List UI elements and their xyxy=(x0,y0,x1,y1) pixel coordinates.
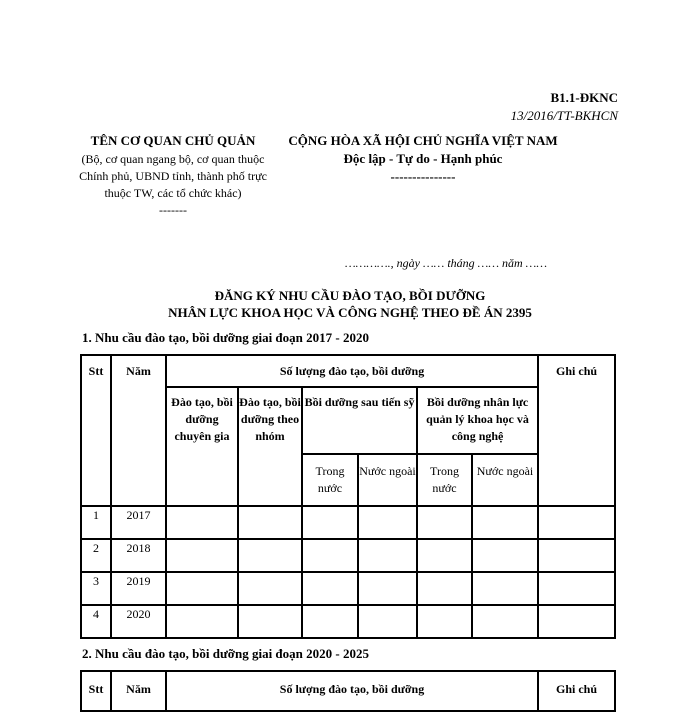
cell[interactable] xyxy=(417,539,472,572)
row-stt: 2 xyxy=(81,539,111,572)
cell[interactable] xyxy=(302,506,358,539)
demand-table-2017-2020 xyxy=(80,354,616,639)
section-2-heading: 2. Nhu cầu đào tạo, bồi dưỡng giai đoạn 2020 - 2025 xyxy=(82,646,369,661)
table-row xyxy=(81,605,615,638)
cell[interactable] xyxy=(166,506,238,539)
header-year: Năm xyxy=(111,671,166,711)
title-line-2: NHÂN LỰC KHOA HỌC VÀ CÔNG NGHỆ THEO ĐỀ ÁN 2395 xyxy=(168,305,532,320)
cell[interactable] xyxy=(238,506,302,539)
row-year: 2020 xyxy=(111,605,166,638)
cell[interactable] xyxy=(538,572,615,605)
cell[interactable] xyxy=(358,605,417,638)
header-note: Ghi chú xyxy=(538,671,615,711)
agency-divider: ------- xyxy=(159,203,187,217)
row-stt: 3 xyxy=(81,572,111,605)
cell[interactable] xyxy=(238,572,302,605)
cell[interactable] xyxy=(302,539,358,572)
cell[interactable] xyxy=(472,572,538,605)
cell[interactable] xyxy=(358,506,417,539)
cell[interactable] xyxy=(538,539,615,572)
cell[interactable] xyxy=(538,605,615,638)
cell[interactable] xyxy=(472,539,538,572)
cell[interactable] xyxy=(472,605,538,638)
header-quantity: Số lượng đào tạo, bồi dưỡng xyxy=(166,355,538,387)
motto-divider: --------------- xyxy=(390,169,456,184)
demand-table-2020-2025 xyxy=(80,670,616,712)
header-expert-training: Đào tạo, bồi dưỡng chuyên gia xyxy=(166,387,238,506)
republic-title: CỘNG HÒA XÃ HỘI CHỦ NGHĨA VIỆT NAM xyxy=(288,133,558,148)
cell[interactable] xyxy=(166,539,238,572)
table-row xyxy=(81,506,615,539)
cell[interactable] xyxy=(358,572,417,605)
document-title xyxy=(100,287,600,321)
cell[interactable] xyxy=(358,539,417,572)
table-row xyxy=(81,572,615,605)
date-line: …………., ngày …… tháng …… năm …… xyxy=(345,256,548,270)
header-postdoc-abroad: Nước ngoài xyxy=(358,454,417,506)
header-manager-abroad: Nước ngoài xyxy=(472,454,538,506)
cell[interactable] xyxy=(472,506,538,539)
header-stt: Stt xyxy=(81,355,111,506)
cell[interactable] xyxy=(302,605,358,638)
header-manager-domestic: Trong nước xyxy=(417,454,472,506)
cell[interactable] xyxy=(538,506,615,539)
header-stt: Stt xyxy=(81,671,111,711)
circular-number: 13/2016/TT-BKHCN xyxy=(510,108,618,123)
header-group-training: Đào tạo, bồi dưỡng theo nhóm xyxy=(238,387,302,506)
header-postdoc-domestic: Trong nước xyxy=(302,454,358,506)
row-stt: 4 xyxy=(81,605,111,638)
header-manager-training: Bồi dưỡng nhân lực quản lý khoa học và công nghệ xyxy=(417,387,538,454)
cell[interactable] xyxy=(166,605,238,638)
title-line-1: ĐĂNG KÝ NHU CẦU ĐÀO TẠO, BỒI DƯỠNG xyxy=(214,288,486,303)
agency-title: TÊN CƠ QUAN CHỦ QUẢN xyxy=(90,133,256,148)
national-header xyxy=(278,132,568,186)
agency-block xyxy=(78,132,268,219)
cell[interactable] xyxy=(302,572,358,605)
header-note: Ghi chú xyxy=(538,355,615,506)
cell[interactable] xyxy=(417,506,472,539)
row-stt: 1 xyxy=(81,506,111,539)
cell[interactable] xyxy=(417,605,472,638)
section-1-heading: 1. Nhu cầu đào tạo, bồi dưỡng giai đoạn 2017 - 2020 xyxy=(82,330,369,345)
cell[interactable] xyxy=(238,539,302,572)
table-row xyxy=(81,539,615,572)
row-year: 2018 xyxy=(111,539,166,572)
cell[interactable] xyxy=(238,605,302,638)
national-motto: Độc lập - Tự do - Hạnh phúc xyxy=(343,151,503,166)
row-year: 2019 xyxy=(111,572,166,605)
header-year: Năm xyxy=(111,355,166,506)
cell[interactable] xyxy=(417,572,472,605)
agency-note: (Bộ, cơ quan ngang bộ, cơ quan thuộc Chính phủ, UBND tỉnh, thành phố trực thuộc TW, các tổ chức khác) xyxy=(79,152,267,200)
header-postdoc: Bồi dưỡng sau tiến sỹ xyxy=(302,387,417,454)
row-year: 2017 xyxy=(111,506,166,539)
cell[interactable] xyxy=(166,572,238,605)
header-quantity: Số lượng đào tạo, bồi dưỡng xyxy=(166,671,538,711)
form-code: B1.1-ĐKNC xyxy=(550,90,618,105)
